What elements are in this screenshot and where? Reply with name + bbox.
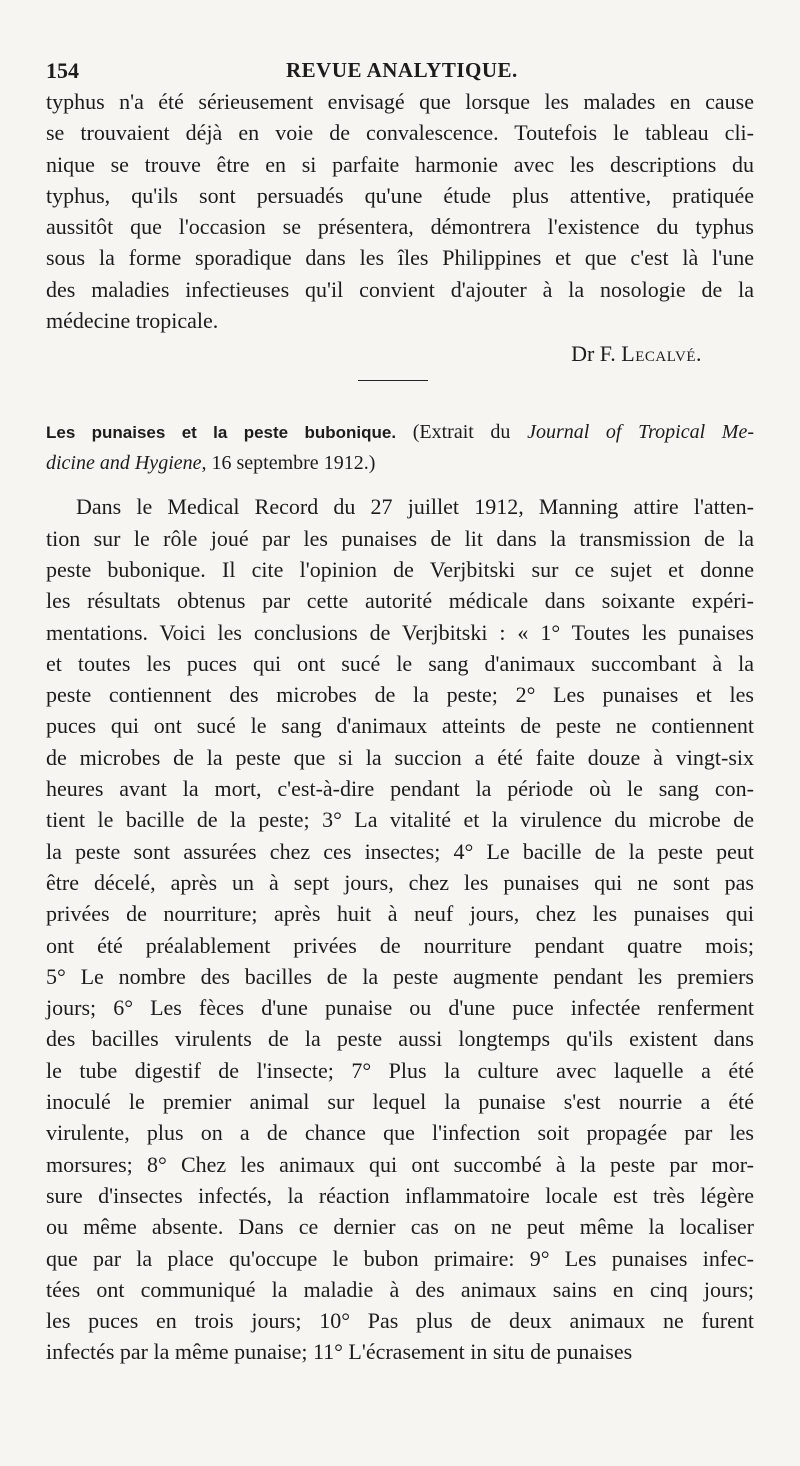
article-line: privées de nourriture; après huit à neuf jours, chez les punaises qui [46,901,754,927]
article-line: 5° Le nombre des bacilles de la peste augmente pendant les premiers [46,963,754,989]
article-line: les résultats obtenus par cette autorité médicale dans soixante expéri- [46,588,754,614]
article-line: la peste sont assurées chez ces insectes; 4° Le bacille de la peste peut [46,838,754,864]
extract-open: (Extrait du [412,421,511,444]
signature-prefix: Dr F. [571,341,616,367]
continuation-line: typhus, qu'ils sont persuadés qu'une étude plus attentive, pratiquée [46,182,754,208]
article-line: être décelé, après un à sept jours, chez les punaises qui ne sont pas [46,869,754,895]
continuation-paragraph [46,86,754,336]
article-line: que par la place qu'occupe le bubon primaire: 9° Les punaises infec- [46,1245,754,1271]
continuation-line: typhus n'a été sérieusement envisagé que lorsque les malades en cause [46,89,754,114]
article-line: infectés par la même punaise; 11° L'écrasement in situ de punaises [46,1339,633,1365]
section-divider [358,380,428,381]
article-line: mentations. Voici les conclusions de Verjbitski : « 1° Toutes les punaises [46,619,754,645]
article-line: le tube digestif de l'insecte; 7° Plus la culture avec laquelle a été [46,1057,754,1083]
article-line: sure d'insectes infectés, la réaction inflammatoire locale est très légère [46,1182,754,1208]
article-line: jours; 6° Les fèces d'une punaise ou d'une puce infectée renferment [46,995,754,1021]
journal-name-part1: Journal of Tropical Me- [527,421,755,444]
continuation-line: des maladies infectieuses qu'il convient d'ajouter à la nosologie de la [46,276,754,302]
continuation-line: aussitôt que l'occasion se présentera, démontrera l'existence du typhus [46,214,754,240]
article-line: ont été préalablement privées de nourriture pendant quatre mois; [46,932,754,958]
article-line: morsures; 8° Chez les animaux qui ont succombé à la peste par mor- [46,1151,754,1177]
running-head: REVUE ANALYTIQUE. [286,58,518,82]
page-number: 154 [46,58,79,83]
article-line: tion sur le rôle joué par les punaises de lit dans la transmission de la [46,525,754,551]
continuation-line: se trouvaient déjà en voie de convalescence. Toutefois le tableau cli- [46,120,754,146]
signature-name: Lecalvé. [621,341,702,367]
article-title: Les punaises et la peste bubonique. [46,423,397,443]
article-line: des bacilles virulents de la peste aussi longtemps qu'ils existent dans [46,1026,754,1052]
continuation-line: nique se trouve être en si parfaite harmonie avec les descriptions du [46,151,754,177]
article-line: tient le bacille de la peste; 3° La vitalité et la virulence du microbe de [46,807,754,833]
article-line: les puces en trois jours; 10° Pas plus de deux animaux ne furent [46,1308,754,1334]
article-date: 16 septembre 1912.) [211,452,376,475]
article-line: tées ont communiqué la maladie à des animaux sains en cinq jours; [46,1276,754,1302]
page-header [46,50,754,86]
article-heading [46,417,754,479]
article-paragraph [46,491,754,1367]
signature [46,338,754,370]
page [46,50,754,1368]
article-line: heures avant la mort, c'est-à-dire pendant la période où le sang con- [46,776,754,802]
article-line: puces qui ont sucé le sang d'animaux atteints de peste ne contiennent [46,713,754,739]
article-line: virulente, plus on a de chance que l'infection soit propagée par les [46,1120,754,1146]
continuation-line: médecine tropicale. [46,308,219,334]
continuation-line: sous la forme sporadique dans les îles Philippines et que c'est là l'une [46,245,754,271]
journal-name-part2: dicine and Hygiene, [46,452,207,475]
article-line: et toutes les puces qui ont sucé le sang d'animaux succombant à la [46,650,754,676]
article-line: peste contiennent des microbes de la peste; 2° Les punaises et les [46,682,754,708]
article-line: Dans le Medical Record du 27 juillet 1912, Manning attire l'atten- [76,494,754,520]
article-line: de microbes de la peste que si la succion a été faite douze à vingt-six [46,744,754,770]
article-line: ou même absente. Dans ce dernier cas on ne peut même la localiser [46,1214,754,1240]
article-line: inoculé le premier animal sur lequel la punaise s'est nourrie a été [46,1089,754,1115]
article-line: peste bubonique. Il cite l'opinion de Verjbitski sur ce sujet et donne [46,556,754,582]
